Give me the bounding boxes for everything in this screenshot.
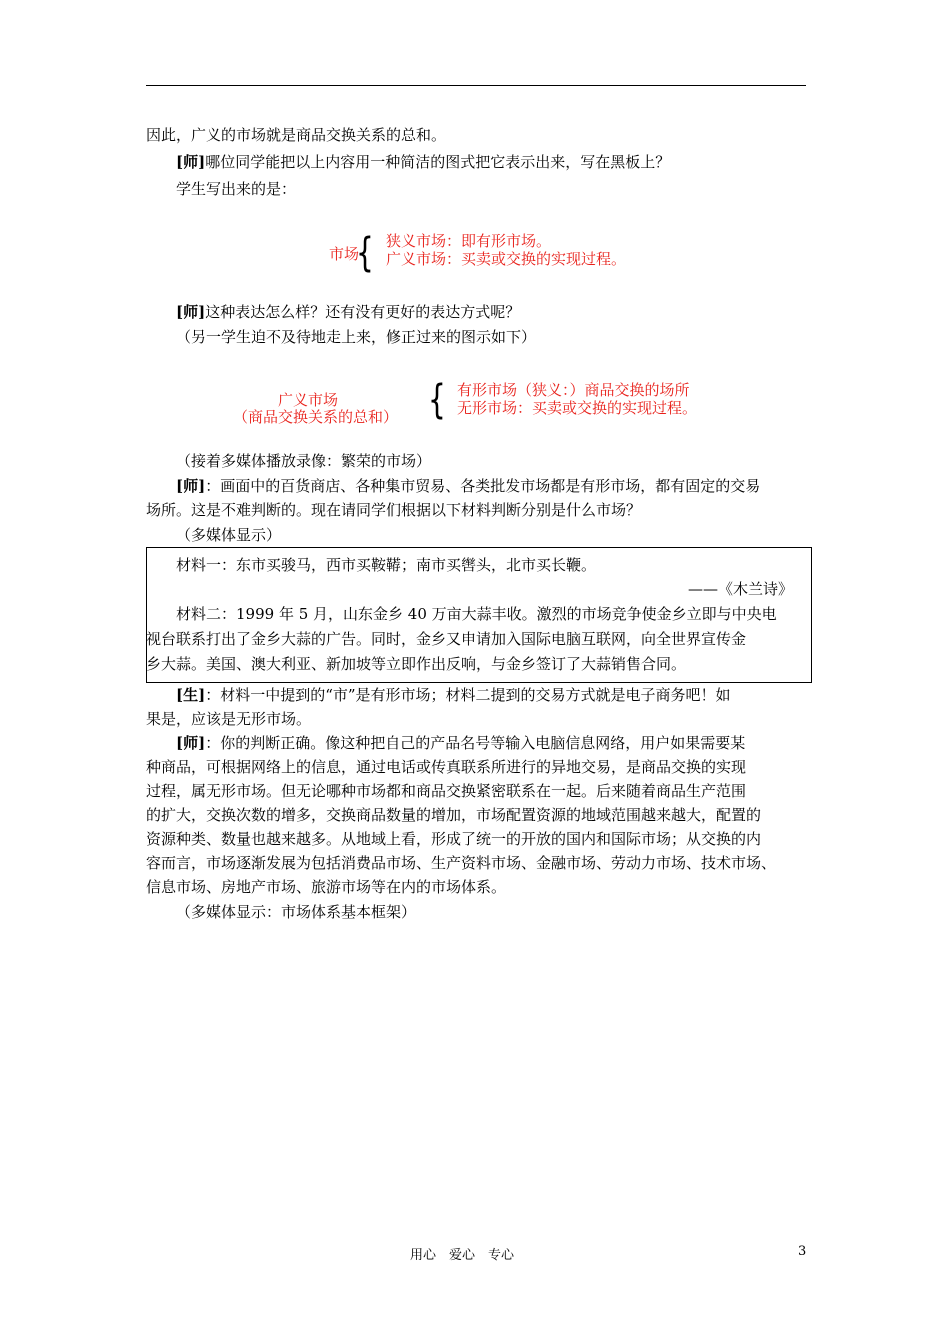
paragraph-student-wrote: 学生写出来的是： [176, 180, 297, 198]
paragraph-student-answer-line1 [176, 685, 731, 706]
teacher-tag: [师] [176, 734, 206, 752]
diagram2-branch-tangible: 有形市场（狭义：）商品交换的场所 [457, 381, 690, 399]
paragraph-student-answer-line2: 果是，应该是无形市场。 [146, 710, 312, 728]
diagram2-root-subtitle: （商品交换关系的总和） [233, 408, 399, 426]
diagram2-root-title: 广义市场 [278, 391, 339, 409]
paragraph-teacher-markets-line1 [176, 476, 760, 497]
paragraph-teacher-explain-line6: 容而言，市场逐渐发展为包括消费品市场、生产资料市场、金融市场、劳动力市场、技术市场、 [146, 854, 777, 872]
material-two-line3: 乡大蒜。美国、澳大利亚、新加坡等立即作出反响，与金乡签订了大蒜销售合同。 [146, 655, 687, 673]
teacher-question-text: 哪位同学能把以上内容用一种简洁的图式把它表示出来，写在黑板上？ [205, 153, 671, 171]
material-two-line2: 视台联系打出了金乡大蒜的广告。同时，金乡又申请加入国际电脑互联网，向全世界宣传金 [146, 630, 747, 648]
material-one-source: ——《木兰诗》 [688, 580, 794, 598]
paragraph-teacher-markets-line2: 场所。这是不难判断的。现在请同学们根据以下材料判断分别是什么市场？ [146, 501, 642, 519]
teacher-markets-text: ：画面中的百货商店、各种集市贸易、各类批发市场都是有形市场，都有固定的交易 [205, 477, 761, 495]
teacher-followup-text: 这种表达怎么样？还有没有更好的表达方式呢？ [205, 303, 521, 321]
material-one: 材料一：东市买骏马，西市买鞍鞯；南市买辔头，北市买长鞭。 [176, 556, 597, 574]
material-two-line1: 材料二：1999 年 5 月，山东金乡 40 万亩大蒜丰收。激烈的市场竞争使金乡立即与中央电 [176, 605, 777, 623]
paragraph-teacher-explain-line7: 信息市场、房地产市场、旅游市场等在内的市场体系。 [146, 878, 507, 896]
paragraph-teacher-explain-line4: 的扩大，交换次数的增多，交换商品数量的增加，市场配置资源的地域范围越来越大，配置的 [146, 806, 762, 824]
teacher-tag: [师] [176, 477, 206, 495]
header-rule [146, 85, 806, 86]
paragraph-teacher-explain-line1 [176, 733, 745, 754]
paragraph-multimedia: （多媒体显示） [176, 526, 282, 544]
paragraph-conclusion: 因此，广义的市场就是商品交换关系的总和。 [146, 126, 447, 144]
teacher-tag: [师] [176, 303, 206, 321]
diagram1-branch-broad: 广义市场：买卖或交换的实现过程。 [386, 250, 627, 268]
brace-icon: { [428, 377, 446, 423]
brace-icon: { [356, 230, 374, 276]
paragraph-framework: （多媒体显示：市场体系基本框架） [176, 903, 417, 921]
diagram2-branch-intangible: 无形市场：买卖或交换的实现过程。 [457, 399, 698, 417]
teacher-tag: [师] [176, 153, 206, 171]
footer-motto: 用心 爱心 专心 [410, 1248, 515, 1263]
diagram1-root: 市场 [329, 245, 360, 263]
page-number: 3 [798, 1244, 807, 1259]
paragraph-teacher-explain-line5: 资源种类、数量也越来越多。从地域上看，形成了统一的开放的国内和国际市场；从交换的内 [146, 830, 762, 848]
paragraph-video: （接着多媒体播放录像：繁荣的市场） [176, 452, 432, 470]
paragraph-teacher-question [176, 152, 670, 173]
teacher-explain-text: ：你的判断正确。像这种把自己的产品名号等输入电脑信息网络，用户如果需要某 [205, 734, 746, 752]
paragraph-teacher-followup [176, 302, 520, 323]
student-answer-text: ：材料一中提到的“市”是有形市场；材料二提到的交易方式就是电子商务吧！如 [205, 686, 731, 704]
diagram1-branch-narrow: 狭义市场：即有形市场。 [386, 232, 552, 250]
paragraph-teacher-explain-line3: 过程，属无形市场。但无论哪种市场都和商品交换紧密联系在一起。后来随着商品生产范围 [146, 782, 747, 800]
student-tag: [生] [176, 686, 206, 704]
paragraph-teacher-explain-line2: 种商品，可根据网络上的信息，通过电话或传真联系所进行的异地交易，是商品交换的实现 [146, 758, 747, 776]
paragraph-another-student: （另一学生迫不及待地走上来，修正过来的图示如下） [176, 328, 537, 346]
